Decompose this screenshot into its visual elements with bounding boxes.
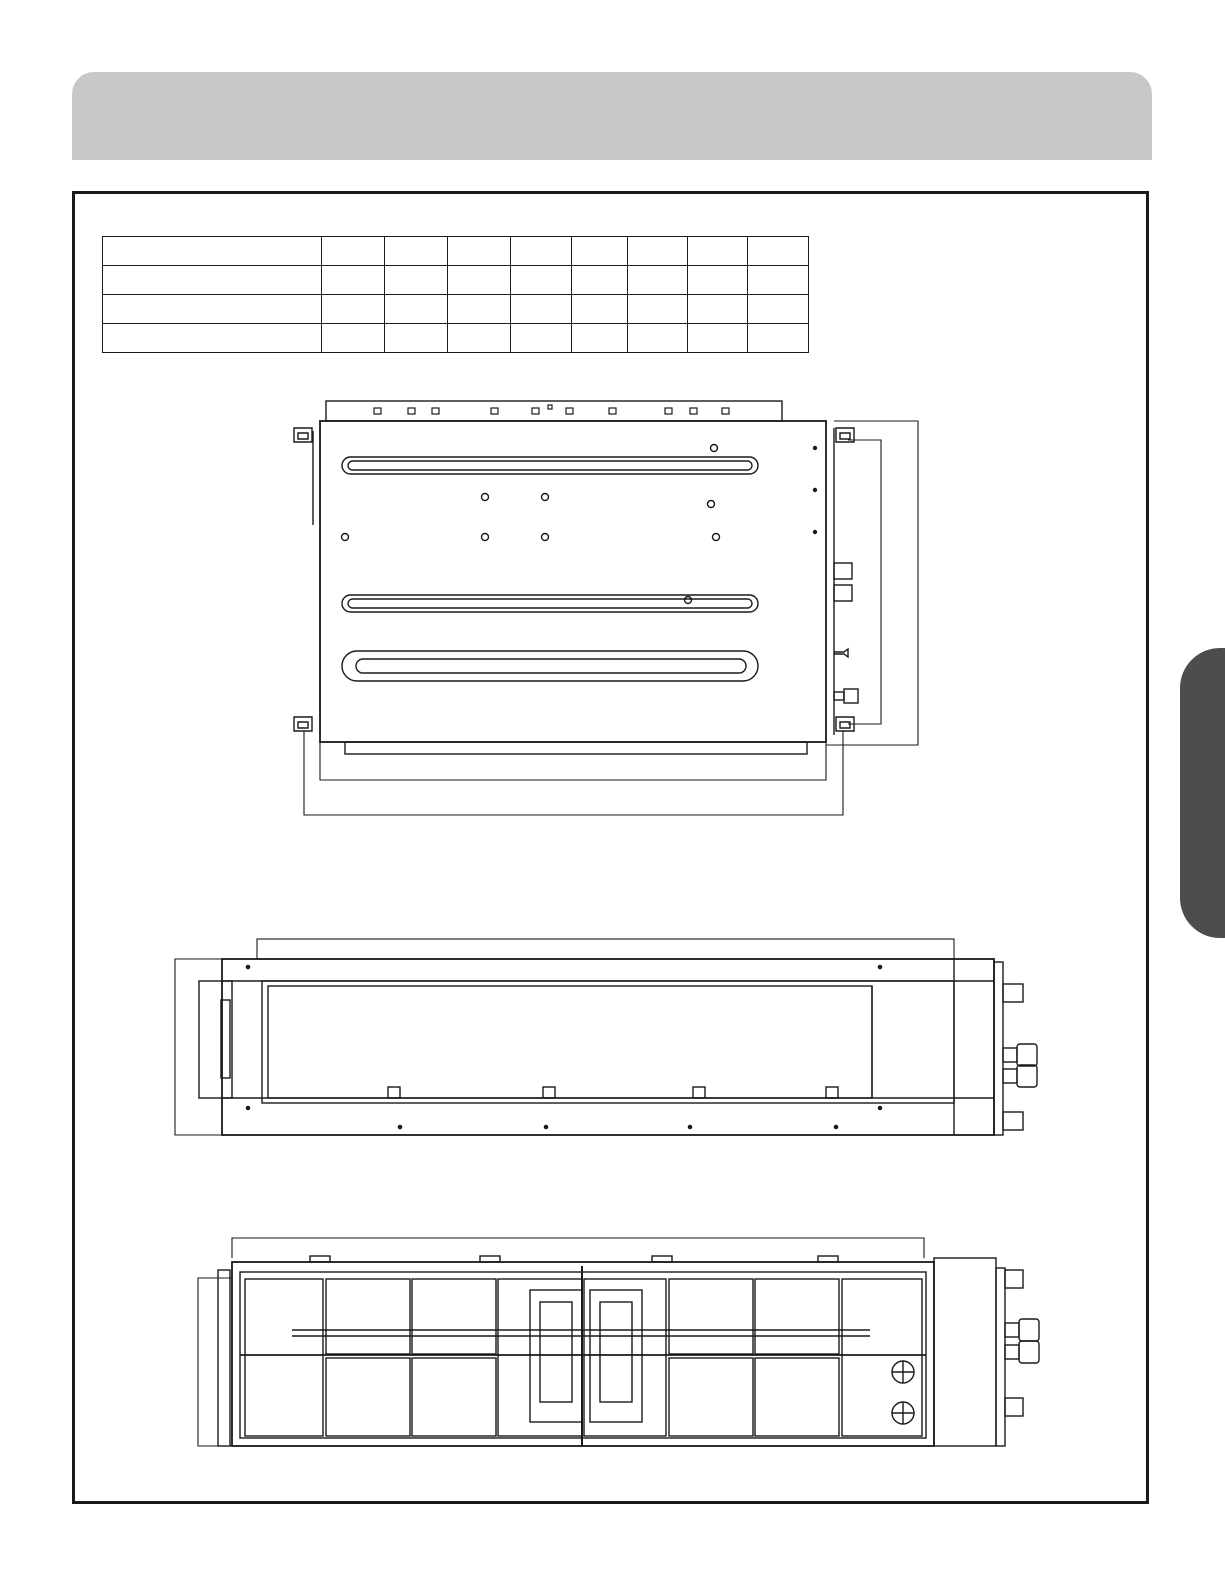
rear-fittings xyxy=(996,1268,1039,1446)
screws xyxy=(342,445,817,604)
drain-slot-3 xyxy=(342,651,758,681)
front-dim-top xyxy=(257,939,954,959)
fan-housings xyxy=(530,1266,642,1446)
front-side-panel xyxy=(199,981,232,1098)
drain-slot-1 xyxy=(342,457,758,474)
flange-holes xyxy=(374,405,729,414)
drain-slot-2 xyxy=(342,595,758,612)
rear-dim-top xyxy=(232,1238,924,1258)
front-fittings xyxy=(994,962,1037,1135)
front-feet xyxy=(388,1087,838,1098)
top-view xyxy=(294,401,918,815)
pipe-fittings xyxy=(834,563,858,703)
front-rivets xyxy=(246,965,881,1128)
bottom-flange xyxy=(345,742,807,754)
rear-view xyxy=(198,1238,1039,1446)
top-flange xyxy=(326,401,782,421)
front-view xyxy=(175,939,1037,1135)
rear-tabs xyxy=(310,1256,838,1262)
rear-knockouts xyxy=(892,1361,914,1424)
rear-control-box xyxy=(934,1258,996,1446)
front-opening xyxy=(262,981,954,1103)
fan-compartments xyxy=(245,1279,922,1436)
